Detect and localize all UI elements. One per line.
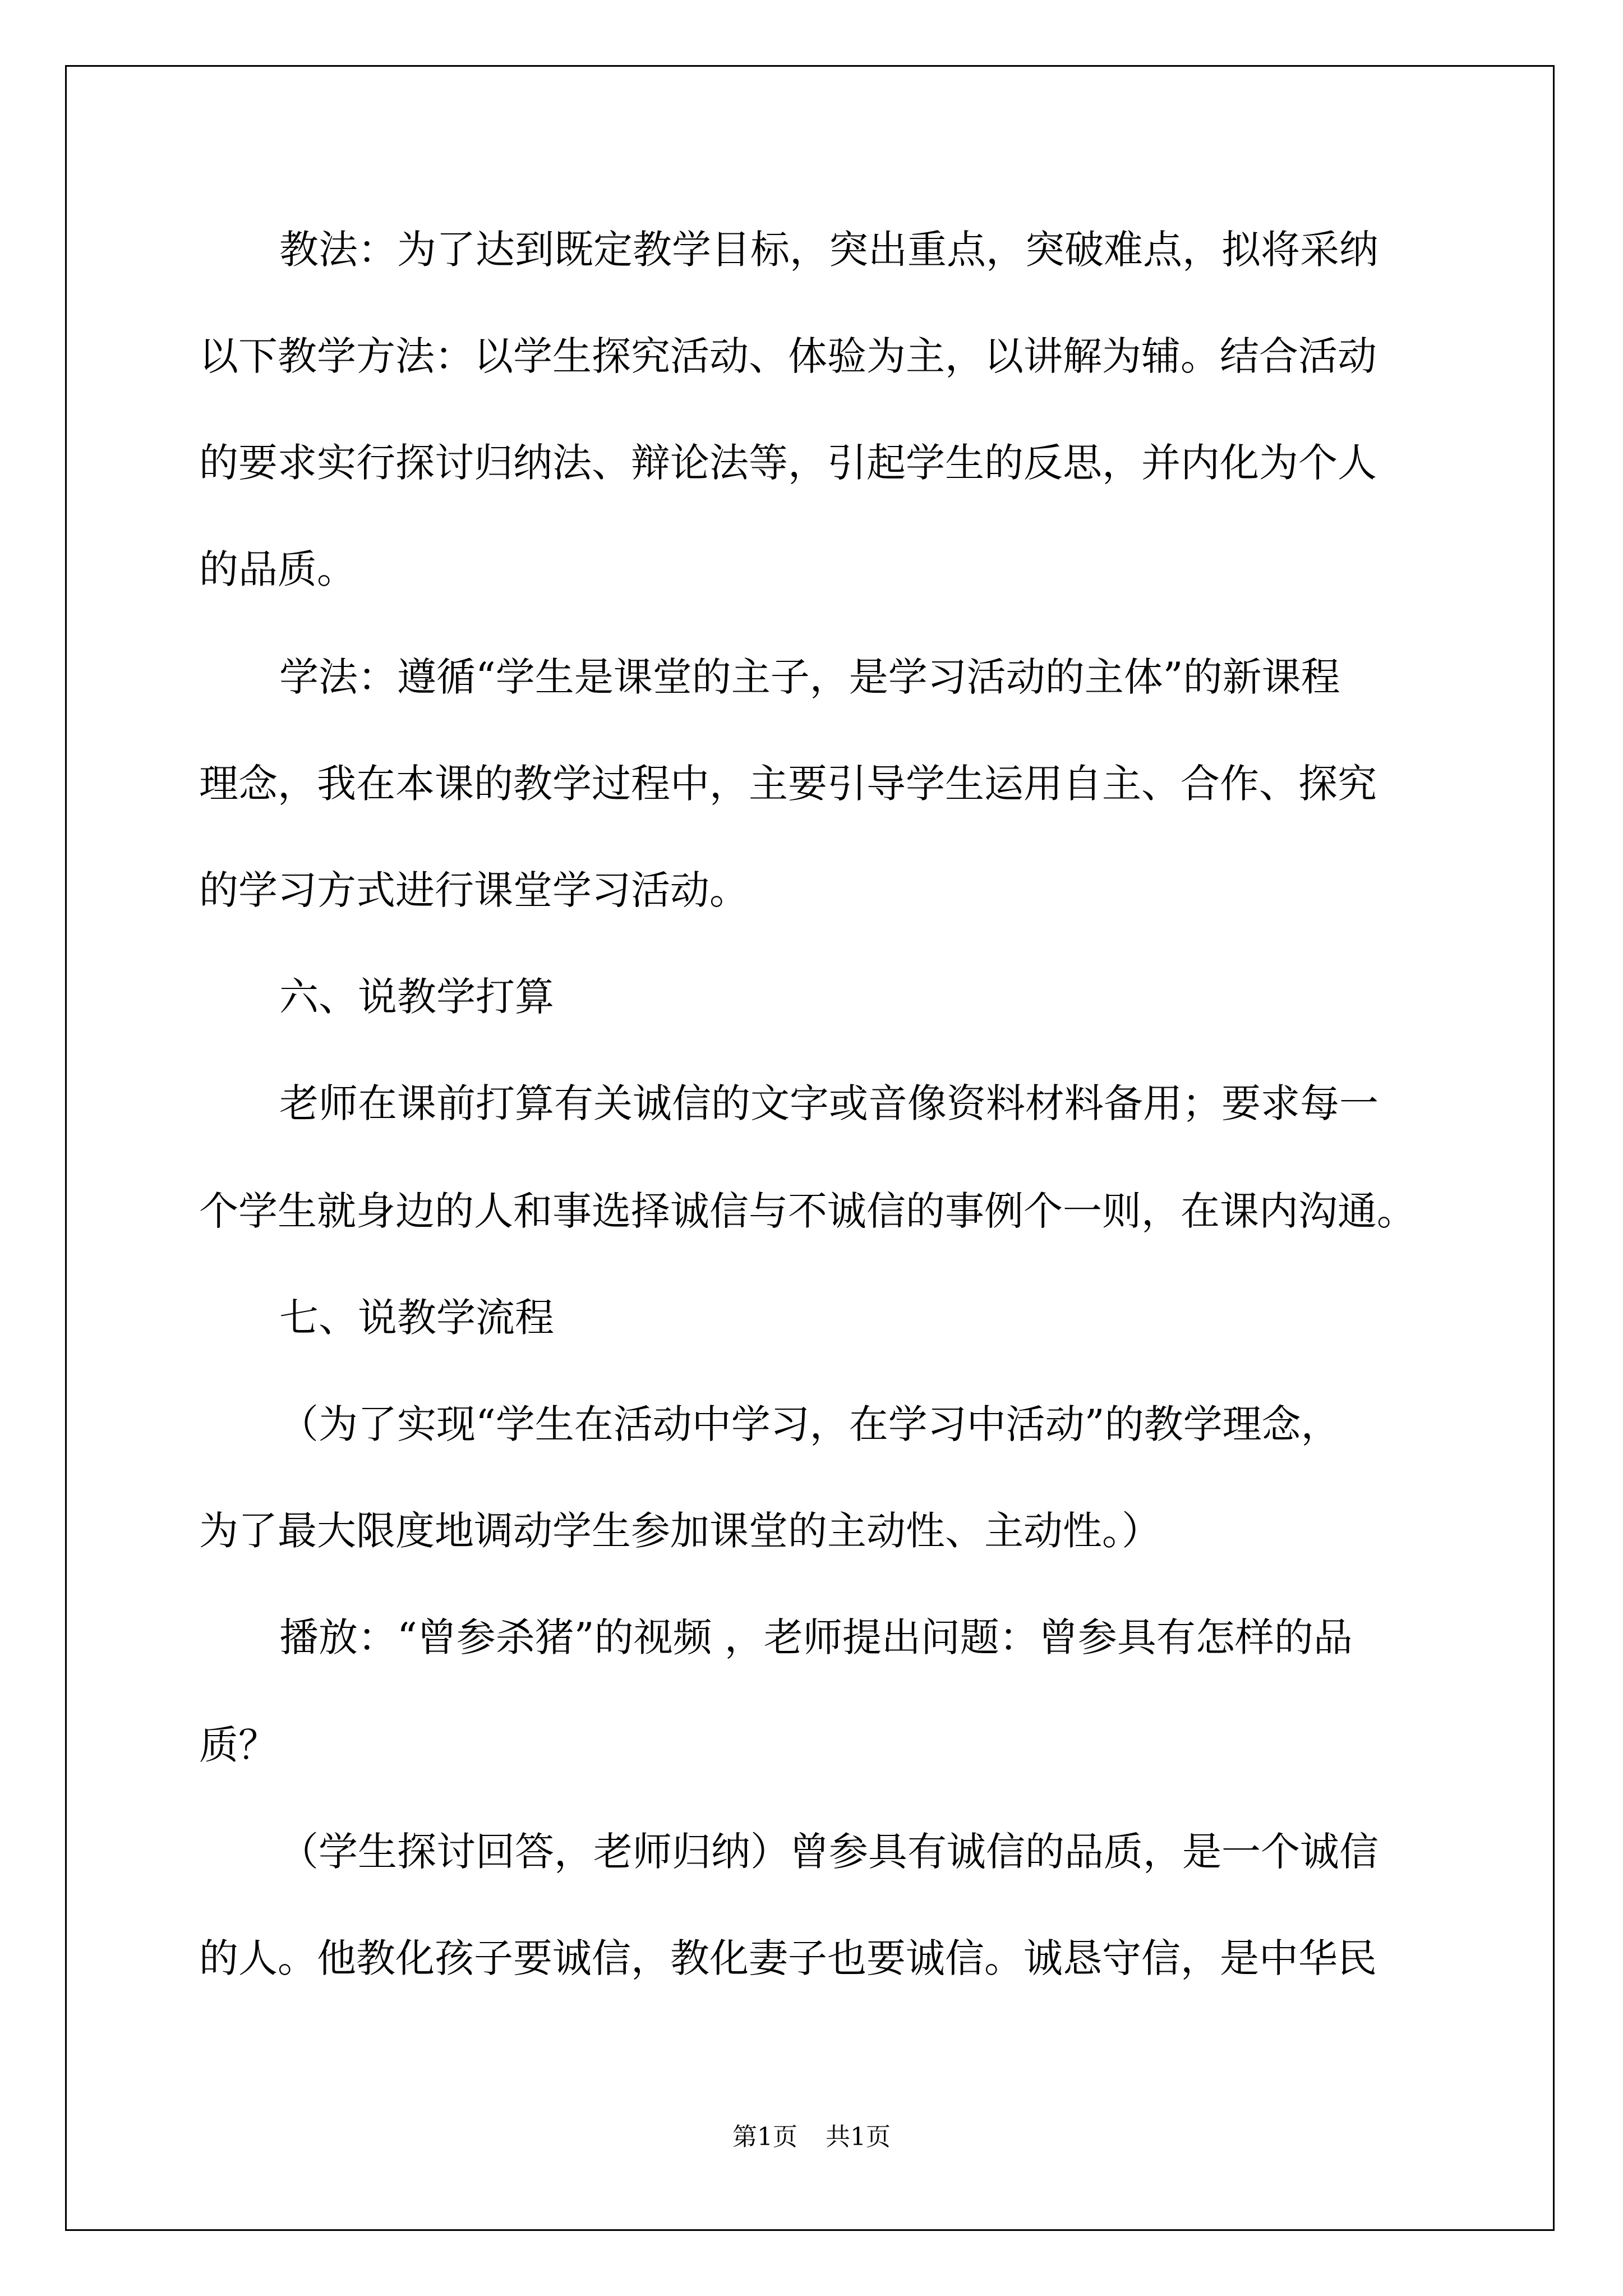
paragraph-line: 老师在课前打算有关诚信的文字或音像资料材料备用；要求每一 — [279, 1080, 1378, 1126]
page-border — [65, 65, 1555, 2231]
paragraph-line: 的品质。 — [199, 546, 356, 592]
paragraph-line: （为了实现“学生在活动中学习，在学习中活动”的教学理念， — [279, 1401, 1340, 1447]
paragraph-line: 以下教学方法：以学生探究活动、体验为主，以讲解为辅。结合活动 — [199, 333, 1377, 379]
page-footer — [0, 2125, 1623, 2150]
paragraph-line: 理念，我在本课的教学过程中，主要引导学生运用自主、合作、探究 — [199, 761, 1377, 807]
paragraph-line: 质？ — [199, 1722, 278, 1768]
section-heading: 六、说教学打算 — [279, 974, 554, 1020]
section-heading: 七、说教学流程 — [279, 1295, 554, 1341]
paragraph-line: 为了最大限度地调动学生参加课堂的主动性、主动性。） — [199, 1508, 1161, 1554]
paragraph-line: 的要求实行探讨归纳法、辩论法等，引起学生的反思，并内化为个人 — [199, 440, 1377, 486]
paragraph-line: 的学习方式进行课堂学习活动。 — [199, 867, 749, 913]
paragraph-line: 个学生就身边的人和事选择诚信与不诚信的事例个一则，在课内沟通。 — [199, 1188, 1416, 1234]
paragraph-line: 学法：遵循“学生是课堂的主子，是学习活动的主体”的新课程 — [279, 654, 1340, 700]
paragraph-line: 教法：为了达到既定教学目标，突出重点，突破难点，拟将采纳 — [279, 227, 1378, 273]
page-total: 共1页 — [826, 2123, 891, 2151]
paragraph-line: 的人。他教化孩子要诚信，教化妻子也要诚信。诚恳守信，是中华民 — [199, 1935, 1377, 1981]
page-number: 第1页 — [732, 2123, 797, 2151]
paragraph-line: （学生探讨回答，老师归纳）曾参具有诚信的品质，是一个诚信 — [279, 1829, 1378, 1875]
paragraph-line: 播放：“曾参杀猪”的视频 ，老师提出问题：曾参具有怎样的品 — [279, 1614, 1353, 1660]
